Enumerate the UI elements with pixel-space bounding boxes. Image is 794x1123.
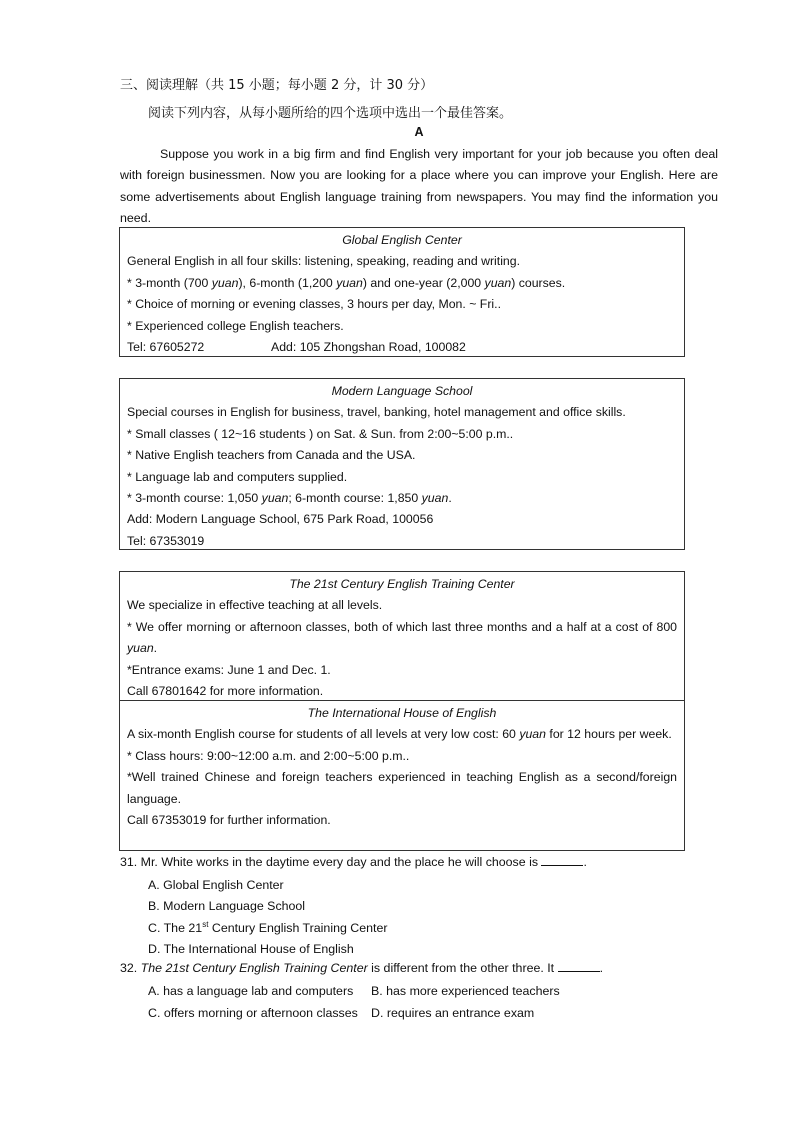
ad-modern-language-school: [119, 378, 685, 550]
ad-line: Call 67353019 for further information.: [127, 813, 331, 828]
ad-line: * Choice of morning or evening classes, 3 hours per day, Mon. ~ Fri..: [127, 297, 501, 312]
ad-tel: Tel: 67605272: [127, 340, 205, 355]
ad-line: * Class hours: 9:00~12:00 a.m. and 2:00~5:00 p.m..: [127, 748, 410, 763]
ad-line: General English in all four skills: listening, speaking, reading and writing.: [127, 254, 521, 269]
ad-global-english-center: [119, 227, 685, 357]
ad-line: * Experienced college English teachers.: [127, 318, 344, 333]
section-title: 三、阅读理解（共 15 小题；每小题 2 分，计 30 分）: [120, 78, 434, 93]
option-31-a: A. Global English Center: [148, 878, 284, 892]
ad-line: Special courses in English for business, travel, banking, hotel management and office skills.: [127, 405, 626, 420]
part-label: A: [414, 125, 424, 139]
ad-title: The International House of English: [307, 706, 497, 720]
ad-line: *Entrance exams: June 1 and Dec. 1.: [127, 662, 331, 677]
ad-address: Add: 105 Zhongshan Road, 100082: [271, 340, 466, 355]
ad-line: Call 67801642 for more information.: [127, 684, 324, 699]
option-31-b: B. Modern Language School: [148, 899, 306, 913]
ad-line: * 3-month course: 1,050 yuan; 6-month course: 1,850 yuan.: [127, 491, 452, 506]
option-32-b: B. has more experienced teachers: [371, 984, 560, 998]
ad-title: Global English Center: [342, 233, 462, 247]
ad-line: * 3-month (700 yuan), 6-month (1,200 yuan) and one-year (2,000 yuan) courses.: [127, 275, 566, 290]
ad-title: Modern Language School: [331, 384, 473, 398]
option-31-d: D. The International House of English: [148, 942, 354, 956]
ad-tel: Tel: 67353019: [127, 533, 205, 548]
ad-line: * Small classes ( 12~16 students ) on Sat. & Sun. from 2:00~5:00 p.m..: [127, 426, 514, 441]
ad-line: *Well trained Chinese and foreign teachers experienced in teaching English as a second/foreign language.: [127, 770, 677, 806]
intro-text: Suppose you work in a big firm and find English very important for your job because you often deal with foreign businessmen. Now you are looking for a place where you can improve your English. Here are some advertisements about English language training from newspapers. You may find the information you need.: [120, 147, 718, 225]
option-32-a: A. has a language lab and computers: [148, 984, 354, 998]
ad-address: Add: Modern Language School, 675 Park Road, 100056: [127, 512, 434, 527]
ad-line: * We offer morning or afternoon classes, both of which last three months and a half at a cost of 800 yuan.: [127, 619, 677, 656]
ad-21st-century-center: [119, 571, 685, 701]
question-32: 32. The 21st Century English Training Center is different from the other three. It .: [120, 961, 604, 975]
option-32-d: D. requires an entrance exam: [371, 1006, 535, 1020]
answer-blank: [541, 854, 583, 866]
answer-blank: [558, 960, 600, 972]
option-31-c: C. The 21st Century English Training Center: [148, 920, 388, 936]
intro-paragraph: [120, 144, 718, 229]
question-31: 31. Mr. White works in the daytime every day and the place he will choose is .: [120, 855, 587, 869]
ad-line: A six-month English course for students of all levels at very low cost: 60 yuan for 12 hours per week.: [127, 727, 672, 742]
ad-line: We specialize in effective teaching at all levels.: [127, 598, 383, 613]
instruction: 阅读下列内容，从每小题所给的四个选项中选出一个最佳答案。: [148, 106, 513, 121]
ad-contact: [127, 337, 677, 358]
ad-line: * Native English teachers from Canada and the USA.: [127, 448, 416, 463]
ad-title: The 21st Century English Training Center: [289, 577, 515, 591]
ad-international-house: [119, 700, 685, 851]
ad-line: * Language lab and computers supplied.: [127, 469, 348, 484]
option-32-c: C. offers morning or afternoon classes: [148, 1006, 358, 1020]
